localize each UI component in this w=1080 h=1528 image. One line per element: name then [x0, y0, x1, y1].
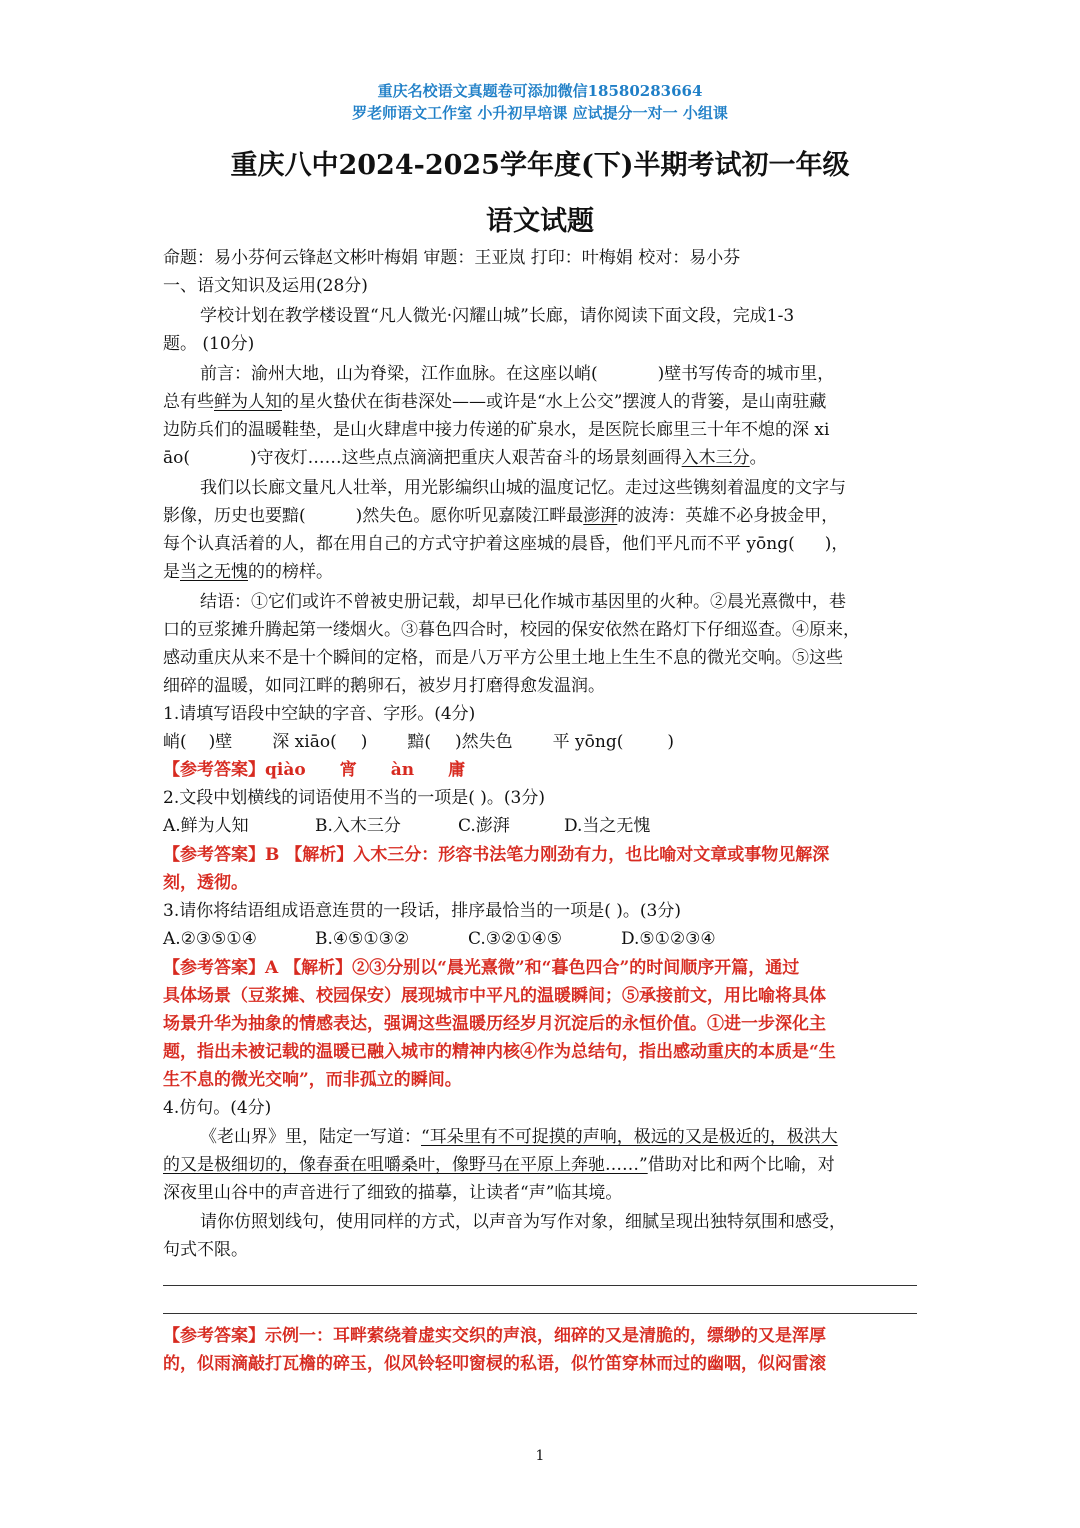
- passage-text: 的的榜样。: [248, 562, 333, 582]
- exam-title: 重庆八中2024-2025学年度(下)半期考试初一年级: [230, 150, 850, 181]
- passage-text: 。: [749, 448, 767, 468]
- underlined-word: 鲜为人知: [214, 392, 282, 412]
- question-stem: 3.请你将结语组成语意连贯的一段话，排序最恰当的一项是( )。(3分): [163, 901, 681, 921]
- option: B.入木三分: [315, 816, 401, 836]
- options-line: [163, 929, 923, 949]
- passage-text: 的星火蛰伏在街巷深处——或许是“水上公交”摆渡人的背篓，是山南驻藏: [282, 392, 827, 412]
- passage-line: [163, 1155, 923, 1175]
- underlined-word: 澎湃: [583, 506, 618, 526]
- q1-item: 深 xiāo(: [272, 732, 337, 752]
- credits-line: 命题：易小芬何云锋赵文彬叶梅娟 审题：王亚岚 打印：叶梅娟 校对：易小芬: [163, 248, 741, 268]
- passage-line: 结语：①它们或许不曾被史册记载，却早已化作城市基因里的火种。②晨光熹微中，巷: [200, 592, 846, 612]
- passage-text: )守夜灯……这些点点滴滴把重庆人艰苦奋斗的场景刻画得: [250, 448, 682, 468]
- passage-text: 《老山界》里，陆定一写道：: [200, 1127, 421, 1147]
- passage-line: [163, 562, 923, 582]
- passage-text: 前言：渝州大地，山为脊梁，江作血脉。在这座以峭(: [200, 364, 598, 384]
- options-line: [163, 816, 923, 836]
- passage-line: 我们以长廊文量凡人壮举，用光影编织山城的温度记忆。走过这些镌刻着温度的文字与: [200, 478, 846, 498]
- option: D.当之无愧: [564, 816, 651, 836]
- instruction-line: 请你仿照划线句，使用同样的方式，以声音为写作对象，细腻呈现出独特氛围和感受，: [200, 1212, 846, 1232]
- underlined-word: 当之无愧: [180, 562, 248, 582]
- q1-item: 平 yōng(: [552, 732, 624, 752]
- passage-line: 深夜里山谷中的声音进行了细致的描摹，让读者“声”临其境。: [163, 1183, 623, 1203]
- passage-line: [163, 506, 923, 526]
- subject-title: 语文试题: [486, 206, 594, 237]
- q1-item: )然失色: [455, 732, 513, 752]
- answer-value: qiào: [265, 760, 306, 780]
- underlined-word: 入木三分: [681, 448, 750, 468]
- q1-item: 峭(: [163, 732, 187, 752]
- option: C.③②①④⑤: [468, 929, 563, 949]
- passage-line: [200, 1127, 923, 1147]
- answer-value: 宵: [339, 760, 357, 780]
- answer-line: 【参考答案】A 【解析】②③分别以“晨光熹微”和“暮色四合”的时间顺序开篇，通过: [163, 958, 800, 978]
- answer-rule-line: [163, 1285, 917, 1286]
- option: A.②③⑤①④: [163, 929, 257, 949]
- passage-line: [163, 534, 923, 554]
- question-stem: 2.文段中划横线的词语使用不当的一项是( )。(3分): [163, 788, 545, 808]
- passage-text: )然失色。愿你听见嘉陵江畔最: [355, 506, 584, 526]
- passage-line: [163, 448, 923, 468]
- option: D.⑤①②③④: [621, 929, 716, 949]
- passage-text: 借助对比和两个比喻，对: [647, 1155, 835, 1175]
- passage-line: [163, 392, 923, 412]
- intro-line: 题。 (10分): [163, 334, 255, 354]
- passage-line: 口的豆浆摊升腾起第一缕烟火。③暮色四合时，校园的保安依然在路灯下仔细巡查。④原来，: [163, 620, 860, 640]
- passage-text: 是: [163, 562, 180, 582]
- option: C.澎湃: [458, 816, 510, 836]
- q1-item: 黯(: [407, 732, 431, 752]
- question-stem: 1.请填写语段中空缺的字音、字形。(4分): [163, 704, 476, 724]
- answer-line: 【参考答案】示例一：耳畔萦绕着虚实交织的声浪，细碎的又是清脆的，缥缈的又是浑厚: [163, 1326, 826, 1346]
- passage-line: [200, 364, 923, 384]
- passage-text: āo(: [163, 448, 191, 468]
- q1-item: )壁: [208, 732, 233, 752]
- instruction-line: 句式不限。: [163, 1240, 248, 1260]
- answer-value: 庸: [448, 760, 466, 780]
- section-heading: 一、语文知识及运用(28分): [163, 276, 368, 296]
- header-contact-line: 重庆名校语文真题卷可添加微信18580283664: [377, 82, 703, 100]
- q1-item: ): [360, 732, 368, 752]
- answer-line: 场景升华为抽象的情感表达，强调这些温暖历经岁月沉淀后的永恒价值。①进一步深化主: [163, 1014, 826, 1034]
- answer-rule-line: [163, 1313, 917, 1314]
- answer-line: 【参考答案】B 【解析】入木三分：形容书法笔力刚劲有力，也比喻对文章或事物见解深: [163, 845, 830, 865]
- passage-line: 细碎的温暖，如同江畔的鹅卵石，被岁月打磨得愈发温润。: [163, 676, 605, 696]
- question-stem: 4.仿句。(4分): [163, 1098, 272, 1118]
- answer-line: 具体场景（豆浆摊、校园保安）展现城市中平凡的温暖瞬间；⑤承接前文，用比喻将具体: [163, 986, 826, 1006]
- page-number: 1: [535, 1448, 545, 1464]
- passage-line: 感动重庆从来不是十个瞬间的定格，而是八万平方公里土地上生生不息的微光交响。⑤这些: [163, 648, 843, 668]
- intro-line: 学校计划在教学楼设置“凡人微光·闪耀山城”长廊，请你阅读下面文段，完成1-3: [200, 306, 795, 326]
- option: A.鲜为人知: [163, 816, 249, 836]
- passage-text: 每个认真活着的人，都在用自己的方式守护着这座城的晨昏，他们平凡而不平 yōng(: [163, 534, 795, 554]
- option: B.④⑤①③②: [315, 929, 410, 949]
- underlined-sentence: 的又是极细切的，像春蚕在咀嚼桑叶，像野马在平原上奔驰……”: [163, 1155, 648, 1175]
- header-promo-line: 罗老师语文工作室 小升初早培课 应试提分一对一 小组课: [352, 104, 728, 122]
- passage-text: 影像，历史也要黯(: [163, 506, 306, 526]
- passage-text: )壁书写传奇的城市里，: [657, 364, 835, 384]
- answer-line: 刻，透彻。: [163, 873, 248, 893]
- passage-text: 总有些: [163, 392, 214, 412]
- question-items: [163, 732, 923, 752]
- answer-value: àn: [390, 760, 415, 780]
- passage-text: 的波涛：英雄不必身披金甲，: [617, 506, 839, 526]
- answer-line: [163, 760, 923, 780]
- answer-line: 题，指出未被记载的温暖已融入城市的精神内核④作为总结句，指出感动重庆的本质是“生: [163, 1042, 836, 1062]
- passage-line: 边防兵们的温暖鞋垫，是山火肆虐中接力传递的矿泉水，是医院长廊里三十年不熄的深 xi: [163, 420, 830, 440]
- passage-text: )，: [824, 534, 849, 554]
- q1-item: ): [667, 732, 674, 752]
- answer-label: 【参考答案】: [163, 760, 265, 780]
- underlined-sentence: “耳朵里有不可捉摸的声响，极远的又是极近的，极洪大: [421, 1127, 838, 1147]
- answer-line: 生不息的微光交响”，而非孤立的瞬间。: [163, 1070, 462, 1090]
- answer-line: 的，似雨滴敲打瓦檐的碎玉，似风铃轻叩窗棂的私语，似竹笛穿林而过的幽咽，似闷雷滚: [163, 1354, 826, 1374]
